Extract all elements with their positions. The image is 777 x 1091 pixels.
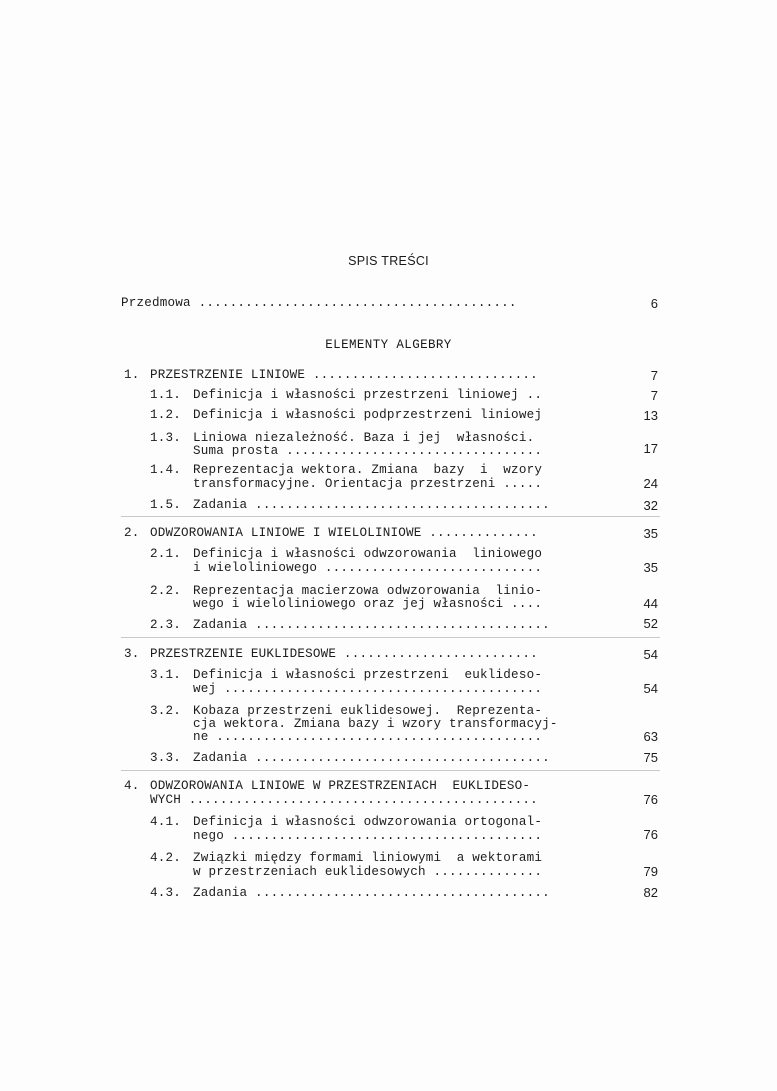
chapter-3-page: 54: [643, 647, 658, 662]
section-2-3-title: Zadania ......................................: [193, 618, 550, 632]
section-2-3-page: 52: [643, 616, 658, 631]
section-1-5-title: Zadania ......................................: [193, 498, 550, 512]
chapter-1-page: 7: [650, 368, 658, 383]
divider: [121, 516, 660, 517]
section-4-2-title-line1: Związki między formami liniowymi a wektorami: [193, 851, 543, 865]
section-1-4-number: 1.4.: [150, 463, 182, 477]
divider: [121, 770, 660, 771]
section-2-2-title-line1: Reprezentacja macierzowa odwzorowania linio-: [193, 584, 543, 598]
section-1-3-number: 1.3.: [150, 431, 182, 445]
divider: [121, 637, 660, 638]
section-1-3-title-line1: Liniowa niezależność. Baza i jej własności.: [193, 431, 535, 445]
section-1-3-page: 17: [643, 441, 658, 456]
section-3-1-title-line1: Definicja i własności przestrzeni euklideso-: [193, 668, 543, 682]
section-3-3-title: Zadania ......................................: [193, 751, 550, 765]
section-2-1-title-line1: Definicja i własności odwzorowania liniowego: [193, 547, 543, 561]
section-1-4-page: 24: [643, 476, 658, 491]
chapter-2-title: ODWZOROWANIA LINIOWE I WIELOLINIOWE ..............: [150, 526, 538, 540]
section-3-3-number: 3.3.: [150, 751, 182, 765]
section-3-3-page: 75: [643, 750, 658, 765]
section-3-2-page: 63: [643, 729, 658, 744]
section-1-4-title-line1: Reprezentacja wektora. Zmiana bazy i wzory: [193, 463, 543, 477]
chapter-3-number: 3.: [124, 647, 140, 661]
section-4-3-number: 4.3.: [150, 886, 182, 900]
section-4-1-number: 4.1.: [150, 815, 182, 829]
chapter-1-number: 1.: [124, 368, 140, 382]
section-2-3-number: 2.3.: [150, 618, 182, 632]
chapter-1-title: PRZESTRZENIE LINIOWE .............................: [150, 368, 538, 382]
section-3-2-number: 3.2.: [150, 704, 182, 718]
chapter-4-title-line2: WYCH .............................................: [150, 793, 538, 807]
section-4-3-title: Zadania ......................................: [193, 886, 550, 900]
section-3-2-title-line3: ne ..........................................: [193, 730, 543, 744]
chapter-4-page: 76: [643, 792, 658, 807]
section-3-2-title-line2: cja wektora. Zmiana bazy i wzory transformacyj-: [193, 717, 558, 731]
section-1-5-page: 32: [643, 498, 658, 513]
section-2-2-page: 44: [643, 596, 658, 611]
section-1-1-page: 7: [650, 388, 658, 403]
section-2-2-title-line2: wego i wieloliniowego oraz jej własności ....: [193, 597, 543, 611]
section-4-1-title-line1: Definicja i własności odwzorowania ortogonal-: [193, 815, 543, 829]
section-2-1-page: 35: [643, 560, 658, 575]
page-title: SPIS TREŚCI: [348, 254, 429, 268]
section-1-2-title: Definicja i własności podprzestrzeni liniowej: [193, 408, 543, 422]
section-4-1-title-line2: nego ........................................: [193, 829, 543, 843]
section-2-1-number: 2.1.: [150, 547, 182, 561]
section-heading: ELEMENTY ALGEBRY: [325, 338, 452, 352]
section-2-2-number: 2.2.: [150, 584, 182, 598]
chapter-4-number: 4.: [124, 779, 140, 793]
section-3-1-number: 3.1.: [150, 668, 182, 682]
chapter-3-title: PRZESTRZENIE EUKLIDESOWE .........................: [150, 647, 538, 661]
section-1-4-title-line2: transformacyjne. Orientacja przestrzeni .....: [193, 477, 543, 491]
section-4-1-page: 76: [643, 827, 658, 842]
toc-entry-preface-text: Przedmowa .........................................: [121, 296, 517, 310]
chapter-2-number: 2.: [124, 526, 140, 540]
section-1-2-number: 1.2.: [150, 408, 182, 422]
section-4-2-page: 79: [643, 864, 658, 879]
section-1-1-number: 1.1.: [150, 388, 182, 402]
section-3-2-title-line1: Kobaza przestrzeni euklidesowej. Reprezenta-: [193, 704, 543, 718]
chapter-2-page: 35: [643, 526, 658, 541]
section-3-1-page: 54: [643, 681, 658, 696]
chapter-4-title-line1: ODWZOROWANIA LINIOWE W PRZESTRZENIACH EUKLIDESO-: [150, 779, 531, 793]
section-1-2-page: 13: [643, 408, 658, 423]
toc-entry-preface-page: 6: [650, 296, 658, 311]
section-4-3-page: 82: [643, 885, 658, 900]
section-4-2-number: 4.2.: [150, 851, 182, 865]
section-1-1-title: Definicja i własności przestrzeni liniowej ..: [193, 388, 543, 402]
section-3-1-title-line2: wej .........................................: [193, 682, 543, 696]
section-1-5-number: 1.5.: [150, 498, 182, 512]
section-1-3-title-line2: Suma prosta .................................: [193, 444, 543, 458]
section-2-1-title-line2: i wieloliniowego ............................: [193, 561, 543, 575]
section-4-2-title-line2: w przestrzeniach euklidesowych ..............: [193, 865, 543, 879]
